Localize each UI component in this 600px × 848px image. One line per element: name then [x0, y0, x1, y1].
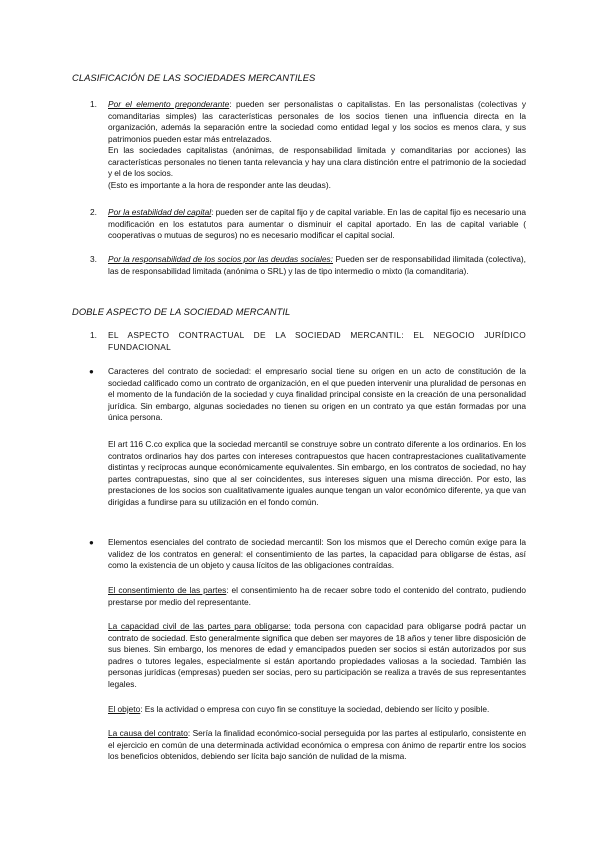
- consentimiento-text: : el consentimiento ha de recaer sobre todo el contenido del contrato, pudiendo prestarse por medio del representante.: [108, 585, 526, 607]
- item-3-text: Pueden ser de responsabilidad ilimitada (colectiva), las de responsabilidad limitada (anónima o SRL) y las de tipo intermedio o mixto (la comanditaria).: [108, 254, 526, 276]
- doble-number-1: 1.: [90, 330, 97, 340]
- objeto-label: El objeto: [108, 704, 141, 714]
- causa-paragraph: [108, 728, 526, 763]
- objeto-text: : Es la actividad o empresa con cuyo fin se constituye la sociedad, debiendo ser lícito y posible.: [140, 704, 490, 714]
- item-1-text: : pueden ser personalistas o capitalistas. En las personalistas (colectivas y comanditarias simples) las características personales de los socios tienen una influencia directa en la organización, además la separación entre la sociedad como entidad legal y los socios es menos clara, y sus patrimonios pueden estar más entrelazados.: [108, 99, 527, 144]
- item-1-extra-1: En las sociedades capitalistas (anónimas, de responsabilidad limitada y comanditarias por acciones) las características personales no tienen tanta relevancia y hay una clara distinción entre el patrimonio de la sociedad y el de los socios.: [108, 145, 526, 178]
- capacidad-label: La capacidad civil de las partes para obligarse:: [108, 621, 291, 631]
- bullet-marker-2: ●: [89, 538, 94, 547]
- bullet-marker-1: ●: [89, 367, 94, 376]
- doble-item-1: EL ASPECTO CONTRACTUAL DE LA SOCIEDAD MERCANTIL: EL NEGOCIO JURÍDICO FUNDACIONAL: [108, 330, 526, 352]
- capacidad-text: toda persona con capacidad para obligarse podrá pactar un contrato de sociedad. Esto generalmente significa que deben ser mayores de 18 años y tener libre disposición de sus bienes. Sin embargo, los menores de edad y emancipados pueden ser socios si están autorizados por sus padres o tutores legales, especialmente si están aportando propiedades valiosas a la sociedad. También las personas jurídicas (empresas) pueden ser socias, pero su participación se realiza a través de sus representantes legales.: [108, 621, 526, 689]
- item-3-lead: Por la responsabilidad de los socios por las deudas sociales:: [108, 254, 334, 264]
- item-1-lead: Por el elemento preponderante: [108, 99, 230, 109]
- bullet-1-paragraph-1: Caracteres del contrato de sociedad: el empresario social tiene su origen en un acto de constitución de la sociedad calificado como un contrato de organización, en el que pueden intervenir una pluralidad de personas en el momento de la fundación de la sociedad y cuya finalidad principal consiste en la creación de una personalidad jurídica. Sin embargo, algunas sociedades no tienen su origen en un contrato ya que están formadas por una única persona.: [108, 366, 526, 422]
- item-1-extra-2: (Esto es importante a la hora de responder ante las deudas).: [108, 179, 331, 190]
- clasificacion-item-3: [108, 254, 526, 277]
- clasificacion-item-2: [108, 207, 526, 242]
- causa-text: : Sería la finalidad económico-social perseguida por las partes al estipularlo, consistente en el ejercicio en común de una determinada actividad económica o empresa con ánimo de repartir entre los socios los beneficios obtenidos, debiendo ser lícita bajo sanción de nulidad de la misma.: [108, 728, 527, 761]
- list-number-2: 2.: [90, 207, 97, 217]
- consentimiento-label: El consentimiento de las partes: [108, 585, 227, 595]
- bullet-1-paragraph-2: El art 116 C.co explica que la sociedad mercantil se construye sobre un contrato diferente a los ordinarios. En los contratos ordinarios hay dos partes con intereses contrapuestos que hacen contraprestaciones cualitativamente distintas y recíprocas aunque económicamente equivalentes. Sin embargo, en los contratos de sociedad, no hay partes contrapuestas, sino que al ser coincidentes, sus intereses siguen una misma dirección. Por esto, las prestaciones de los socios son cualitativamente iguales aunque tengan un valor económico diferente, ya que van dirigidas a fundirse para su utilización en el fondo común.: [108, 439, 526, 507]
- item-2-lead: Por la estabilidad del capital: [108, 207, 212, 217]
- capacidad-paragraph: [108, 621, 526, 690]
- consentimiento-paragraph: [108, 585, 526, 608]
- list-number-3: 3.: [90, 254, 97, 264]
- item-2-text: : pueden ser de capital fijo y de capital variable. En las de capital fijo es necesario una modificación en los estatutos para aumentar o disminuir el capital aportado. En las de capital variable ( cooperativas o mutuas de seguros) no es necesario modificar el capital social.: [108, 207, 526, 240]
- heading-doble-aspecto: DOBLE ASPECTO DE LA SOCIEDAD MERCANTIL: [72, 306, 291, 317]
- clasificacion-item-1: [108, 99, 526, 191]
- causa-label: La causa del contrato: [108, 728, 188, 738]
- bullet-2-paragraph-1: Elementos esenciales del contrato de sociedad mercantil: Son los mismos que el Derecho común exige para la validez de los contratos en general: el consentimiento de las partes, la capacidad para obligarse de éstas, así como la existencia de un objeto y causa lícitos de las obligaciones contraídas.: [108, 537, 526, 570]
- objeto-paragraph: [108, 704, 526, 716]
- list-number-1: 1.: [90, 99, 97, 109]
- heading-clasificacion: CLASIFICACIÓN DE LAS SOCIEDADES MERCANTILES: [72, 72, 316, 83]
